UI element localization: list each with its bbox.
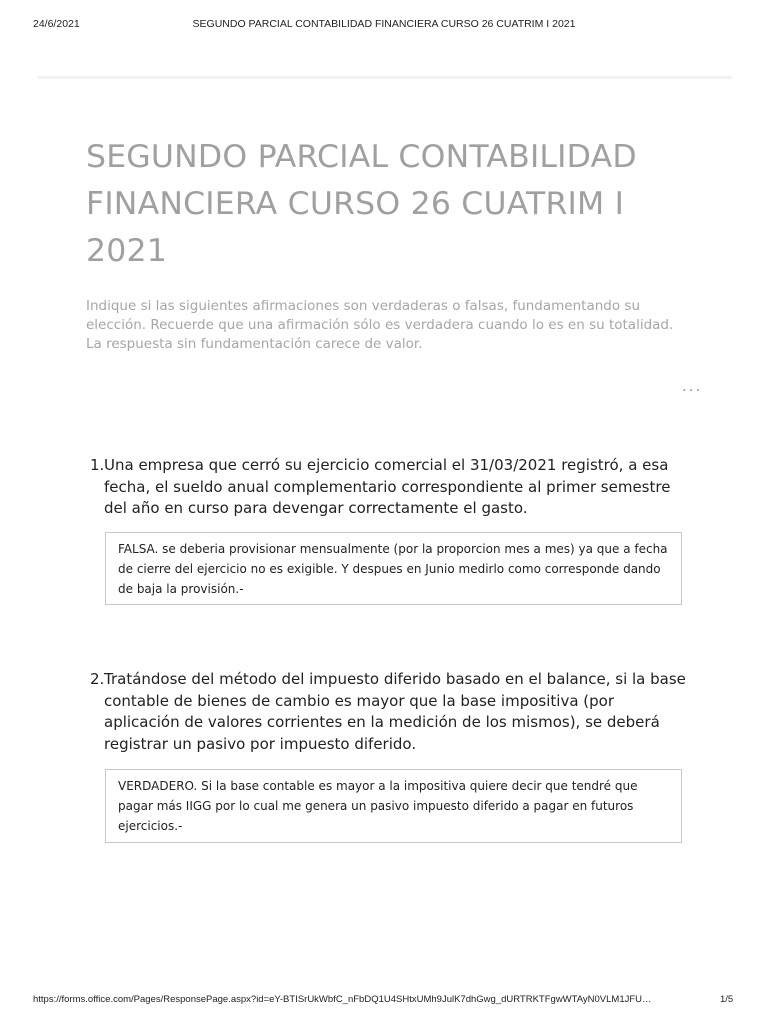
print-title: SEGUNDO PARCIAL CONTABILIDAD FINANCIERA CURSO 26 CUATRIM I 2021 (192, 18, 576, 30)
form-description: Indique si las siguientes afirmaciones son verdaderas o falsas, fundamentando su elección. Recuerde que una afirmación sólo es verdadera cuando lo es en su totalidad. La respuesta sin fundamentación carece de valor. (86, 298, 674, 352)
print-url: https://forms.office.com/Pages/ResponsePage.aspx?id=eY-BTISrUkWbfC_nFbDQ1U4SHtxUMh9JulK7dhGwg_dURTRKTFgwWTAyN0VLM1JFU… (33, 994, 652, 1005)
form-card (38, 76, 732, 939)
question-text: Una empresa que cerró su ejercicio comercial el 31/03/2021 registró, a esa fecha, el sueldo anual complementario correspondiente al primer semestre del año en curso para devengar correctamente el gasto. (104, 456, 671, 517)
form-title: SEGUNDO PARCIAL CONTABILIDAD FINANCIERA CURSO 26 CUATRIM I 2021 (86, 139, 637, 269)
question-number: 1. (90, 456, 105, 474)
more-options-icon[interactable]: ... (682, 377, 703, 395)
print-page-number: 1/5 (720, 994, 734, 1005)
question-text: Tratándose del método del impuesto diferido basado en el balance, si la base contable de bienes de cambio es mayor que la base impositiva (por aplicación de valores corrientes en la medición de los mismos), se deberá registrar un pasivo por impuesto diferido. (104, 670, 686, 753)
print-header (0, 14, 768, 34)
print-date: 24/6/2021 (33, 18, 80, 30)
print-footer (0, 992, 768, 1012)
answer-field[interactable]: FALSA. se deberia provisionar mensualmente (por la proporcion mes a mes) ya que a fecha de cierre del ejercicio no es exigible. Y despues en Junio medirlo como corresponde dando de baja la provisión.- (105, 532, 682, 605)
answer-field[interactable]: VERDADERO. Si la base contable es mayor a la impositiva quiere decir que tendré que pagar más IIGG por lo cual me genera un pasivo impuesto diferido a pagar en futuros ejercicios.- (105, 769, 682, 843)
question-number: 2. (90, 670, 105, 688)
